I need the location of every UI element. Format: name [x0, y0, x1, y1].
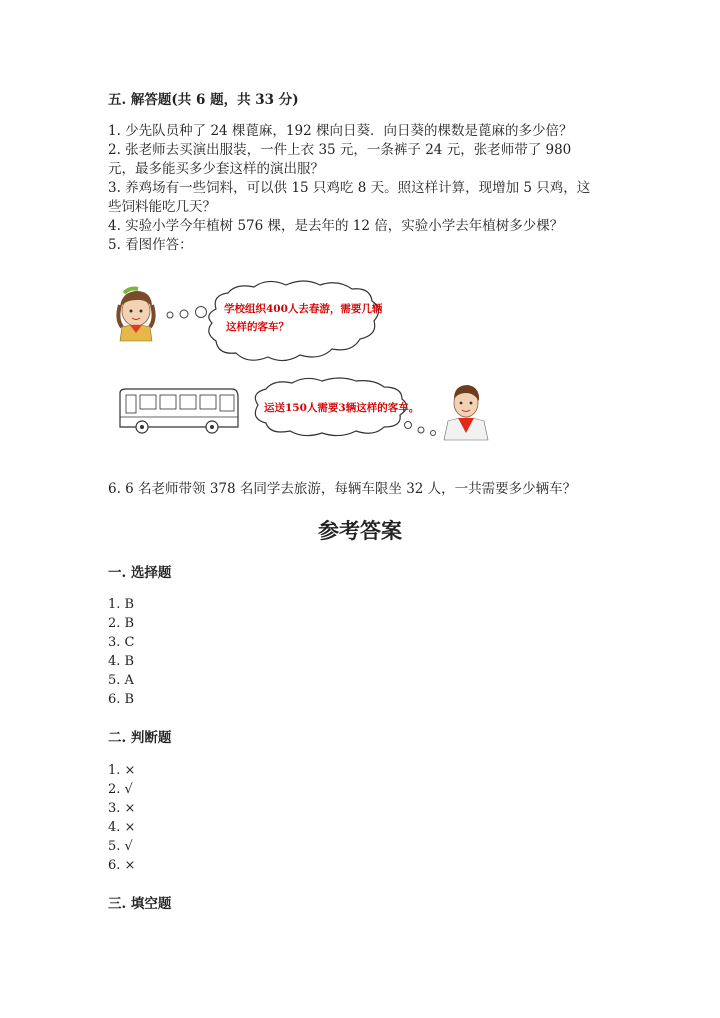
answers-part1-heading: 一. 选择题 [108, 565, 172, 581]
answer-1-6: 6. B [108, 692, 135, 707]
answers-part3-heading: 三. 填空题 [108, 896, 172, 912]
answer-2-6: 6. × [108, 858, 136, 873]
bus-illustration [120, 389, 238, 433]
answers-part2-heading: 二. 判断题 [108, 730, 172, 746]
question-2-line-2: 元，最多能买多少套这样的演出服？ [108, 161, 324, 177]
girl-illustration [118, 289, 153, 342]
answer-1-2: 2. B [108, 616, 135, 631]
question-1: 1. 少先队员种了 24 棵蓖麻，192 棵向日葵．向日葵的棵数是蓖麻的多少倍？ [108, 123, 573, 139]
girl-bubble-text-line-2: 这样的客车？ [226, 321, 289, 333]
answer-2-3: 3. × [108, 801, 136, 816]
boy-illustration [444, 385, 488, 440]
girl-bubble-text-line-1: 学校组织400人去春游，需要几辆 [224, 303, 383, 315]
question-3-line-1: 3. 养鸡场有一些饲料，可以供 15 只鸡吃 8 天。照这样计算，现增加 5 只鸡，这 [108, 180, 591, 196]
question-2-line-1: 2. 张老师去买演出服装，一件上衣 35 元，一条裤子 24 元，张老师带了 980 [108, 142, 572, 158]
question-3-line-2: 些饲料能吃几天？ [108, 199, 216, 215]
answer-1-4: 4. B [108, 654, 135, 669]
answer-2-5: 5. √ [108, 839, 133, 854]
question-4: 4. 实验小学今年植树 576 棵，是去年的 12 倍，实验小学去年植树多少棵？ [108, 218, 564, 234]
answer-1-3: 3. C [108, 635, 135, 650]
question-6: 6. 6 名老师带领 378 名同学去旅游，每辆车限坐 32 人，一共需要多少辆车？ [108, 481, 577, 497]
answer-2-2: 2. √ [108, 782, 133, 797]
answers-title: 参考答案 [318, 518, 402, 543]
answer-2-1: 1. × [108, 763, 136, 778]
boy-bubble-text: 运送150人需要3辆这样的客车。 [264, 402, 420, 414]
answer-2-4: 4. × [108, 820, 136, 835]
question-5-figure [108, 275, 508, 450]
section-five-heading: 五. 解答题(共 6 题，共 33 分) [108, 92, 299, 108]
answer-1-5: 5. A [108, 673, 134, 688]
answer-1-1: 1. B [108, 597, 135, 612]
question-5: 5. 看图作答： [108, 237, 193, 253]
